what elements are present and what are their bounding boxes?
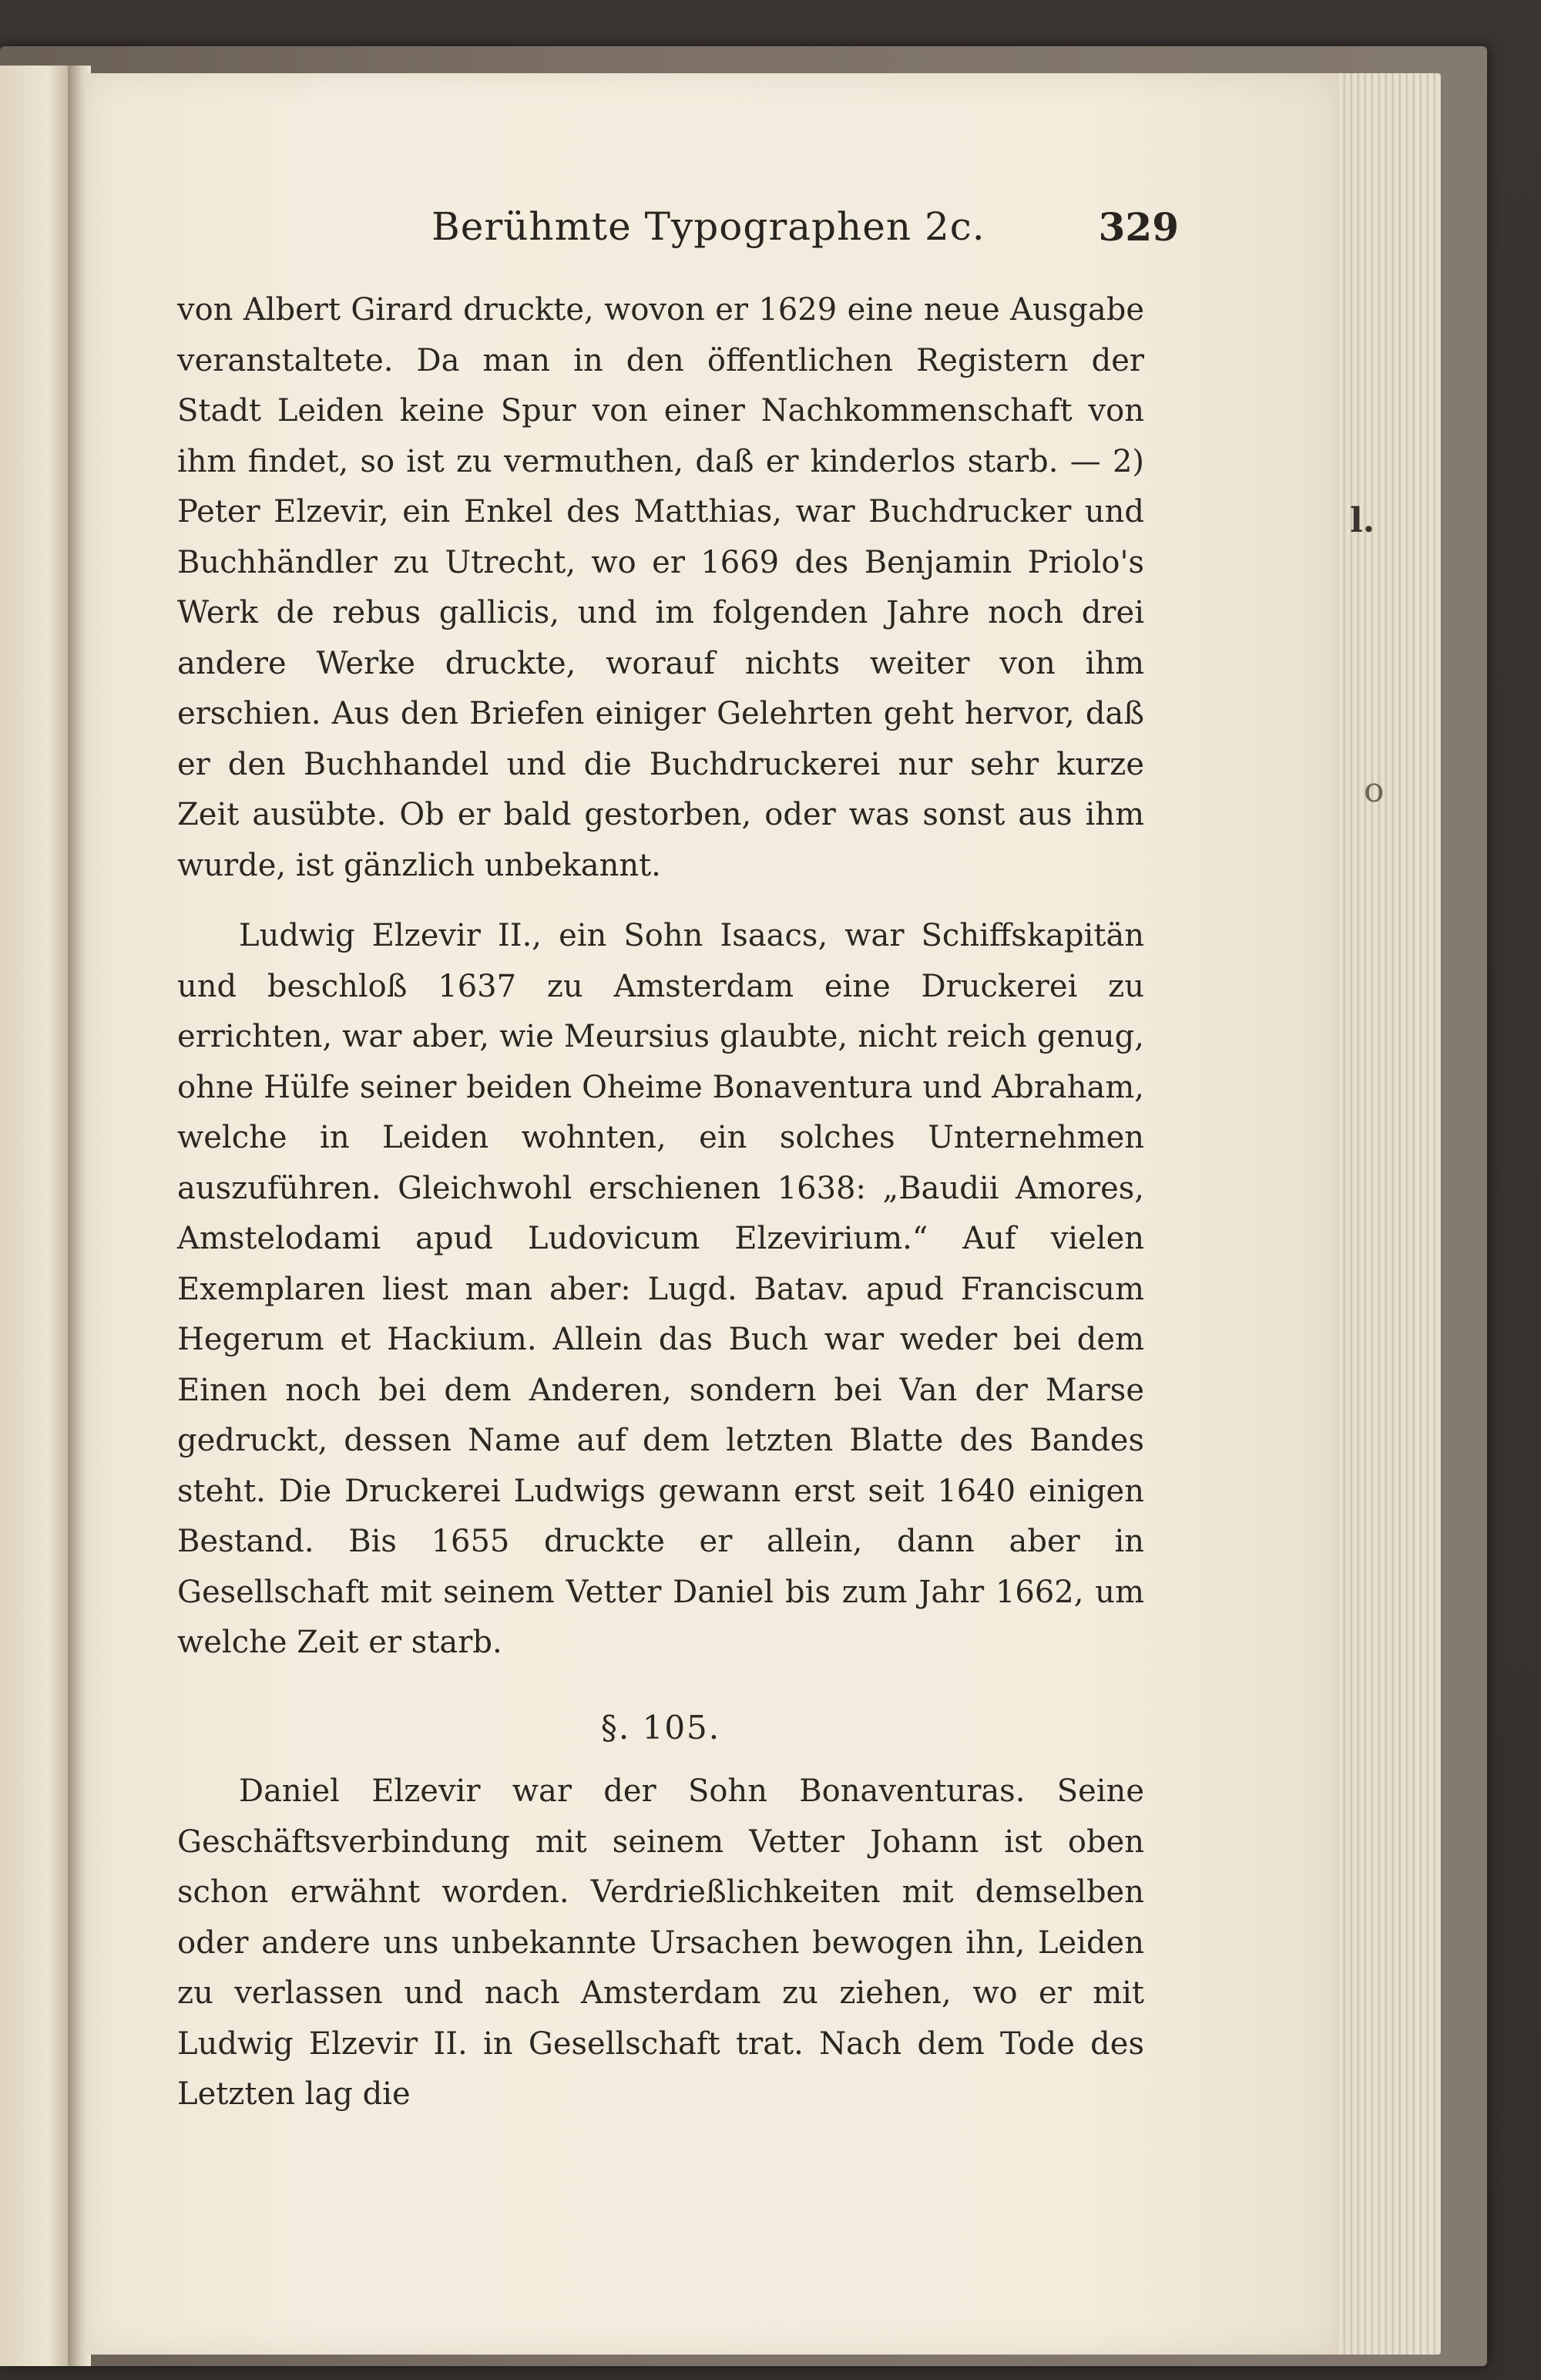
paragraph-2: Ludwig Elzevir II., ein Sohn Isaacs, war Schiffskapitän und beschloß 1637 zu Amsterdam eine Druckerei zu errichten, war aber, wie Meursius glaubte, nicht reich genug, ohne Hülfe seiner beiden Oheime Bonaventura und Abraham, welche in Leiden wohnten, ein solches Unternehmen auszuführen. Gleichwohl erschienen 1638: „Baudii Amores, Amstelodami apud Ludovicum Elzevirium.“ Auf vielen Exemplaren liest man aber: Lugd. Batav. apud Franciscum Hegerum et Hackium. Allein das Buch war weder bei dem Einen noch bei dem Anderen, sondern bei Van der Marse gedruckt, dessen Name auf dem letzten Blatte des Bandes steht. Die Druckerei Ludwigs gewann erst seit 1640 einigen Bestand. Bis 1655 druckte er allein, dann aber in Gesellschaft mit seinem Vetter Daniel bis zum Jahr 1662, um welche Zeit er starb. xyxy=(177,918,1144,1660)
margin-mark-right-top: l. xyxy=(1350,501,1375,540)
paragraph-1: von Albert Girard druckte, wovon er 1629 eine neue Ausgabe veranstaltete. Da man in den öffentlichen Registern der Stadt Leiden keine Spur von einer Nachkommenschaft von ihm findet, so ist zu vermuthen, daß er kinderlos starb. — 2) Peter Elzevir, ein Enkel des Matthias, war Buchdrucker und Buchhändler zu Utrecht, wo er 1669 des Benjamin Priolo's Werk de rebus gallicis, und im folgenden Jahre noch drei andere Werke druckte, worauf nichts weiter von ihm erschien. Aus den Briefen einiger Gelehrten geht hervor, daß er den Buchhandel und die Buchdruckerei nur sehr kurze Zeit ausübte. Ob er bald gestorben, oder was sonst aus ihm wurde, ist gänzlich unbekannt. xyxy=(177,292,1144,883)
left-page-edge xyxy=(0,66,68,2366)
section-heading: §. 105. xyxy=(600,1708,721,1746)
margin-mark-right-middle: o xyxy=(1364,771,1385,810)
body-text xyxy=(177,285,1144,2120)
page-number: 329 xyxy=(1098,204,1179,250)
page-edges xyxy=(1325,73,1441,2355)
paragraph-3: Daniel Elzevir war der Sohn Bonaventuras. Seine Geschäftsverbindung mit seinem Vetter Johann ist oben schon erwähnt worden. Verdrießlichkeiten mit demselben oder andere uns unbekannte Ursachen bewogen ihn, Leiden zu verlassen und nach Amsterdam zu ziehen, wo er mit Ludwig Elzevir II. in Gesellschaft trat. Nach dem Tode des Letzten lag die xyxy=(177,1773,1144,2112)
page-header xyxy=(177,204,1179,274)
running-title: Berühmte Typographen 2c. xyxy=(431,204,985,249)
